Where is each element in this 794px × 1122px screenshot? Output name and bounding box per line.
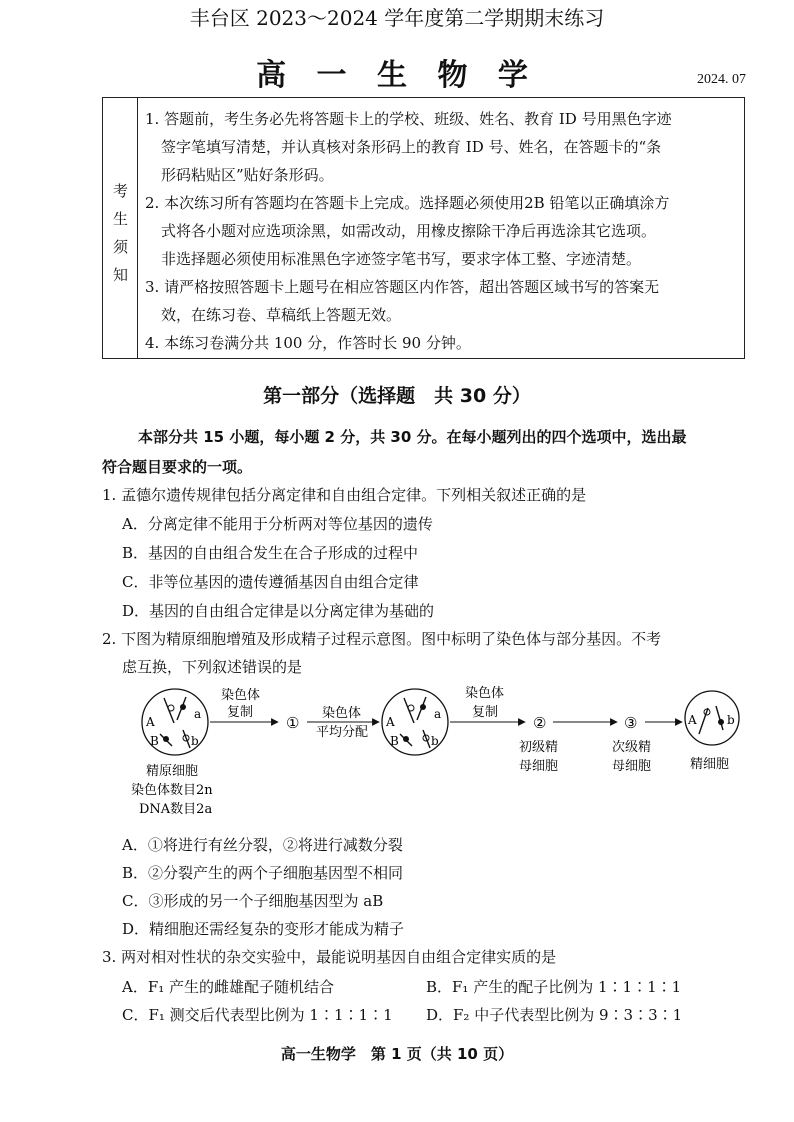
notice-side-label xyxy=(103,98,138,358)
notice-line: 式将各小题对应选项涂黑，如需改动，用橡皮擦除干净后再选涂其它选项。 xyxy=(161,222,657,240)
question-1-option-c: C．非等位基因的遗传遵循基因自由组合定律 xyxy=(122,573,419,591)
notice-line: 3. 请严格按照答题卡上题号在相应答题区内作答，超出答题区域书写的答案无 xyxy=(145,278,660,296)
cell-label: 初级精 xyxy=(519,740,559,755)
notice-line: 效，在练习卷、草稿纸上答题无效。 xyxy=(161,306,402,324)
question-2-option-d: D．精细胞还需经复杂的变形才能成为精子 xyxy=(122,920,405,938)
question-2-stem: 2. 下图为精原细胞增殖及形成精子过程示意图。图中标明了染色体与部分基因。不考 xyxy=(102,630,662,648)
section-heading: 第一部分（选择题 共 30 分） xyxy=(263,385,531,407)
notice-side-char: 考 xyxy=(112,182,128,200)
sperm-cell xyxy=(685,691,739,745)
notice-side-char: 须 xyxy=(112,238,128,256)
arrow-label: 染色体 xyxy=(221,688,261,703)
gene-label: B xyxy=(150,734,159,748)
question-1-stem: 1. 孟德尔遗传规律包括分离定律和自由组合定律。下列相关叙述正确的是 xyxy=(102,486,587,504)
gene-label: a xyxy=(194,707,202,721)
question-3-option-d: D．F₂ 中子代表型比例为 9∶3∶3∶1 xyxy=(426,1006,683,1024)
cell-label: 精原细胞 xyxy=(146,764,199,779)
question-3-option-a: A．F₁ 产生的雌雄配子随机结合 xyxy=(122,978,335,996)
gene-label: A xyxy=(146,715,155,729)
gene-label: B xyxy=(390,734,399,748)
notice-line: 2. 本次练习所有答题均在答题卡上完成。选择题必须使用2B 铅笔以正确填涂方 xyxy=(145,194,670,212)
cell-label: 母细胞 xyxy=(612,759,652,774)
exam-header: 丰台区 2023～2024 学年度第二学期期末练习 xyxy=(189,6,605,30)
arrow-label: 染色体 xyxy=(322,706,362,721)
cell-label: 精细胞 xyxy=(690,757,730,772)
notice-line: 1. 答题前，考生务必先将答题卡上的学校、班级、姓名、教育 ID 号用黑色字迹 xyxy=(145,110,672,128)
section-intro: 本部分共 15 小题，每小题 2 分，共 30 分。在每小题列出的四个选项中，选出最 xyxy=(138,428,687,446)
spermatogonium-cell xyxy=(142,689,208,755)
exam-date: 2024. 07 xyxy=(697,72,746,87)
cell-label: 次级精 xyxy=(612,740,652,755)
stage-1-marker: ① xyxy=(286,714,300,732)
notice-line: 签字笔填写清楚，并认真核对条形码上的教育 ID 号、姓名，在答题卡的“条 xyxy=(161,138,662,156)
cell-label: DNA数目2a xyxy=(139,802,213,817)
arrow-label: 染色体 xyxy=(465,686,505,701)
arrow-label: 复制 xyxy=(227,705,254,720)
notice-side-char: 知 xyxy=(112,266,128,284)
gene-label: b xyxy=(431,734,439,748)
page-footer: 高一生物学 第 1 页（共 10 页） xyxy=(280,1045,514,1063)
daughter-cell xyxy=(382,689,448,755)
question-1-option-d: D．基因的自由组合定律是以分离定律为基础的 xyxy=(122,602,435,620)
question-3-option-b: B．F₁ 产生的配子比例为 1∶1∶1∶1 xyxy=(426,978,682,996)
question-2-option-c: C．③形成的另一个子细胞基因型为 aB xyxy=(122,892,384,910)
stage-2-marker: ② xyxy=(533,714,547,732)
arrow-label: 平均分配 xyxy=(316,725,369,740)
notice-box xyxy=(102,97,745,359)
notice-line: 形码粘贴区”贴好条形码。 xyxy=(161,166,334,184)
gene-label: A xyxy=(688,713,697,727)
page-title: 高 一 生 物 学 xyxy=(256,58,538,93)
notice-line: 4. 本练习卷满分共 100 分，作答时长 90 分钟。 xyxy=(145,334,471,352)
question-1-option-b: B．基因的自由组合发生在合子形成的过程中 xyxy=(122,544,419,562)
cell-label: 染色体数目2n xyxy=(131,783,213,798)
question-2-option-a: A．①将进行有丝分裂，②将进行减数分裂 xyxy=(122,836,403,854)
question-1-option-a: A．分离定律不能用于分析两对等位基因的遗传 xyxy=(122,515,433,533)
question-3-option-c: C．F₁ 测交后代表型比例为 1∶1∶1∶1 xyxy=(122,1006,393,1024)
spermatogenesis-diagram xyxy=(0,678,794,828)
cell-label: 母细胞 xyxy=(519,759,559,774)
gene-label: b xyxy=(727,713,735,727)
notice-line: 非选择题必须使用标准黑色字迹签字笔书写，要求字体工整、字迹清楚。 xyxy=(161,250,642,268)
notice-side-char: 生 xyxy=(112,210,128,228)
question-2-stem: 虑互换，下列叙述错误的是 xyxy=(122,658,303,676)
question-3-stem: 3. 两对相对性状的杂交实验中，最能说明基因自由组合定律实质的是 xyxy=(102,948,557,966)
section-intro: 符合题目要求的一项。 xyxy=(102,458,253,476)
arrow-label: 复制 xyxy=(472,705,499,720)
question-2-option-b: B．②分裂产生的两个子细胞基因型不相同 xyxy=(122,864,404,882)
gene-label: a xyxy=(434,707,442,721)
stage-3-marker: ③ xyxy=(624,714,638,732)
gene-label: A xyxy=(386,715,395,729)
gene-label: b xyxy=(191,734,199,748)
